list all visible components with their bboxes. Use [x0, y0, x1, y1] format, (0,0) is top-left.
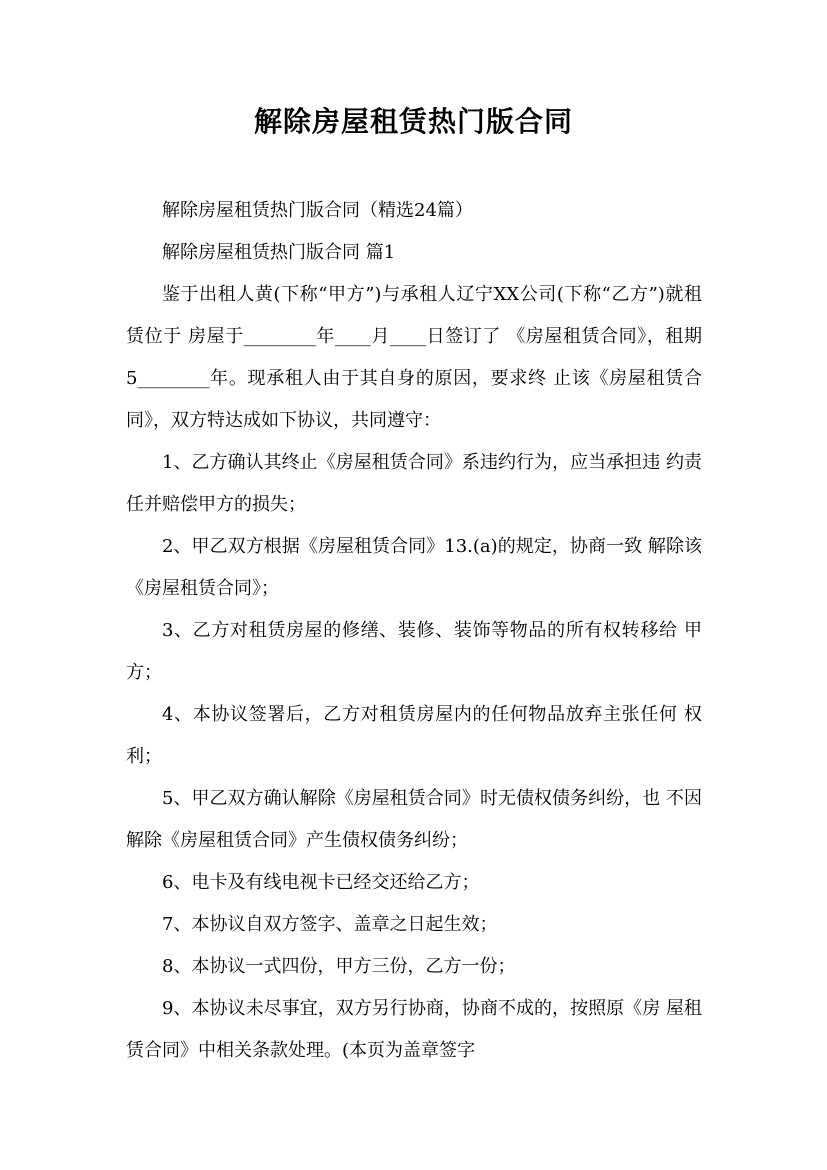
clause-9-paragraph: 9、本协议未尽事宜，双方另行协商，协商不成的，按照原《房 屋租赁合同》中相关条款处理。(本页为盖章签字	[126, 998, 702, 1061]
clause-5-paragraph: 5、甲乙双方确认解除《房屋租赁合同》时无债权债务纠纷，也 不因解除《房屋租赁合同》产生债权债务纠纷；	[126, 788, 702, 851]
section-heading-paragraph: 解除房屋租赁热门版合同 篇1	[162, 242, 396, 263]
clause-7-paragraph: 7、本协议自双方签字、盖章之日起生效；	[162, 914, 498, 935]
document-body	[126, 190, 702, 1072]
clause-8-paragraph: 8、本协议一式四份，甲方三份，乙方一份；	[162, 956, 516, 977]
document-title: 解除房屋租赁热门版合同	[253, 105, 573, 138]
clause-1-paragraph: 1、乙方确认其终止《房屋租赁合同》系违约行为，应当承担违 约责任并赔偿甲方的损失；	[126, 452, 702, 515]
clause-6-paragraph: 6、电卡及有线电视卡已经交还给乙方；	[162, 872, 480, 893]
clause-4-paragraph: 4、本协议签署后，乙方对租赁房屋内的任何物品放弃主张任何 权利；	[126, 704, 702, 767]
preamble-paragraph: 鉴于出租人黄(下称“甲方”)与承租人辽宁XX公司(下称“乙方”)就租赁位于 房屋于________年____月____日签订了 《房屋租赁合同》，租期 5________年。现承租人由于其自身的原因，要求终 止该《房屋租赁合同》，双方特达成如下协议，共同遵守：	[126, 284, 702, 431]
clause-3-paragraph: 3、乙方对租赁房屋的修缮、装修、装饰等物品的所有权转移给 甲方；	[126, 620, 702, 683]
clause-2-paragraph: 2、甲乙双方根据《房屋租赁合同》13.(a)的规定，协商一致 解除该《房屋租赁合同》；	[126, 536, 702, 599]
subtitle-paragraph: 解除房屋租赁热门版合同（精选24篇）	[162, 200, 473, 221]
